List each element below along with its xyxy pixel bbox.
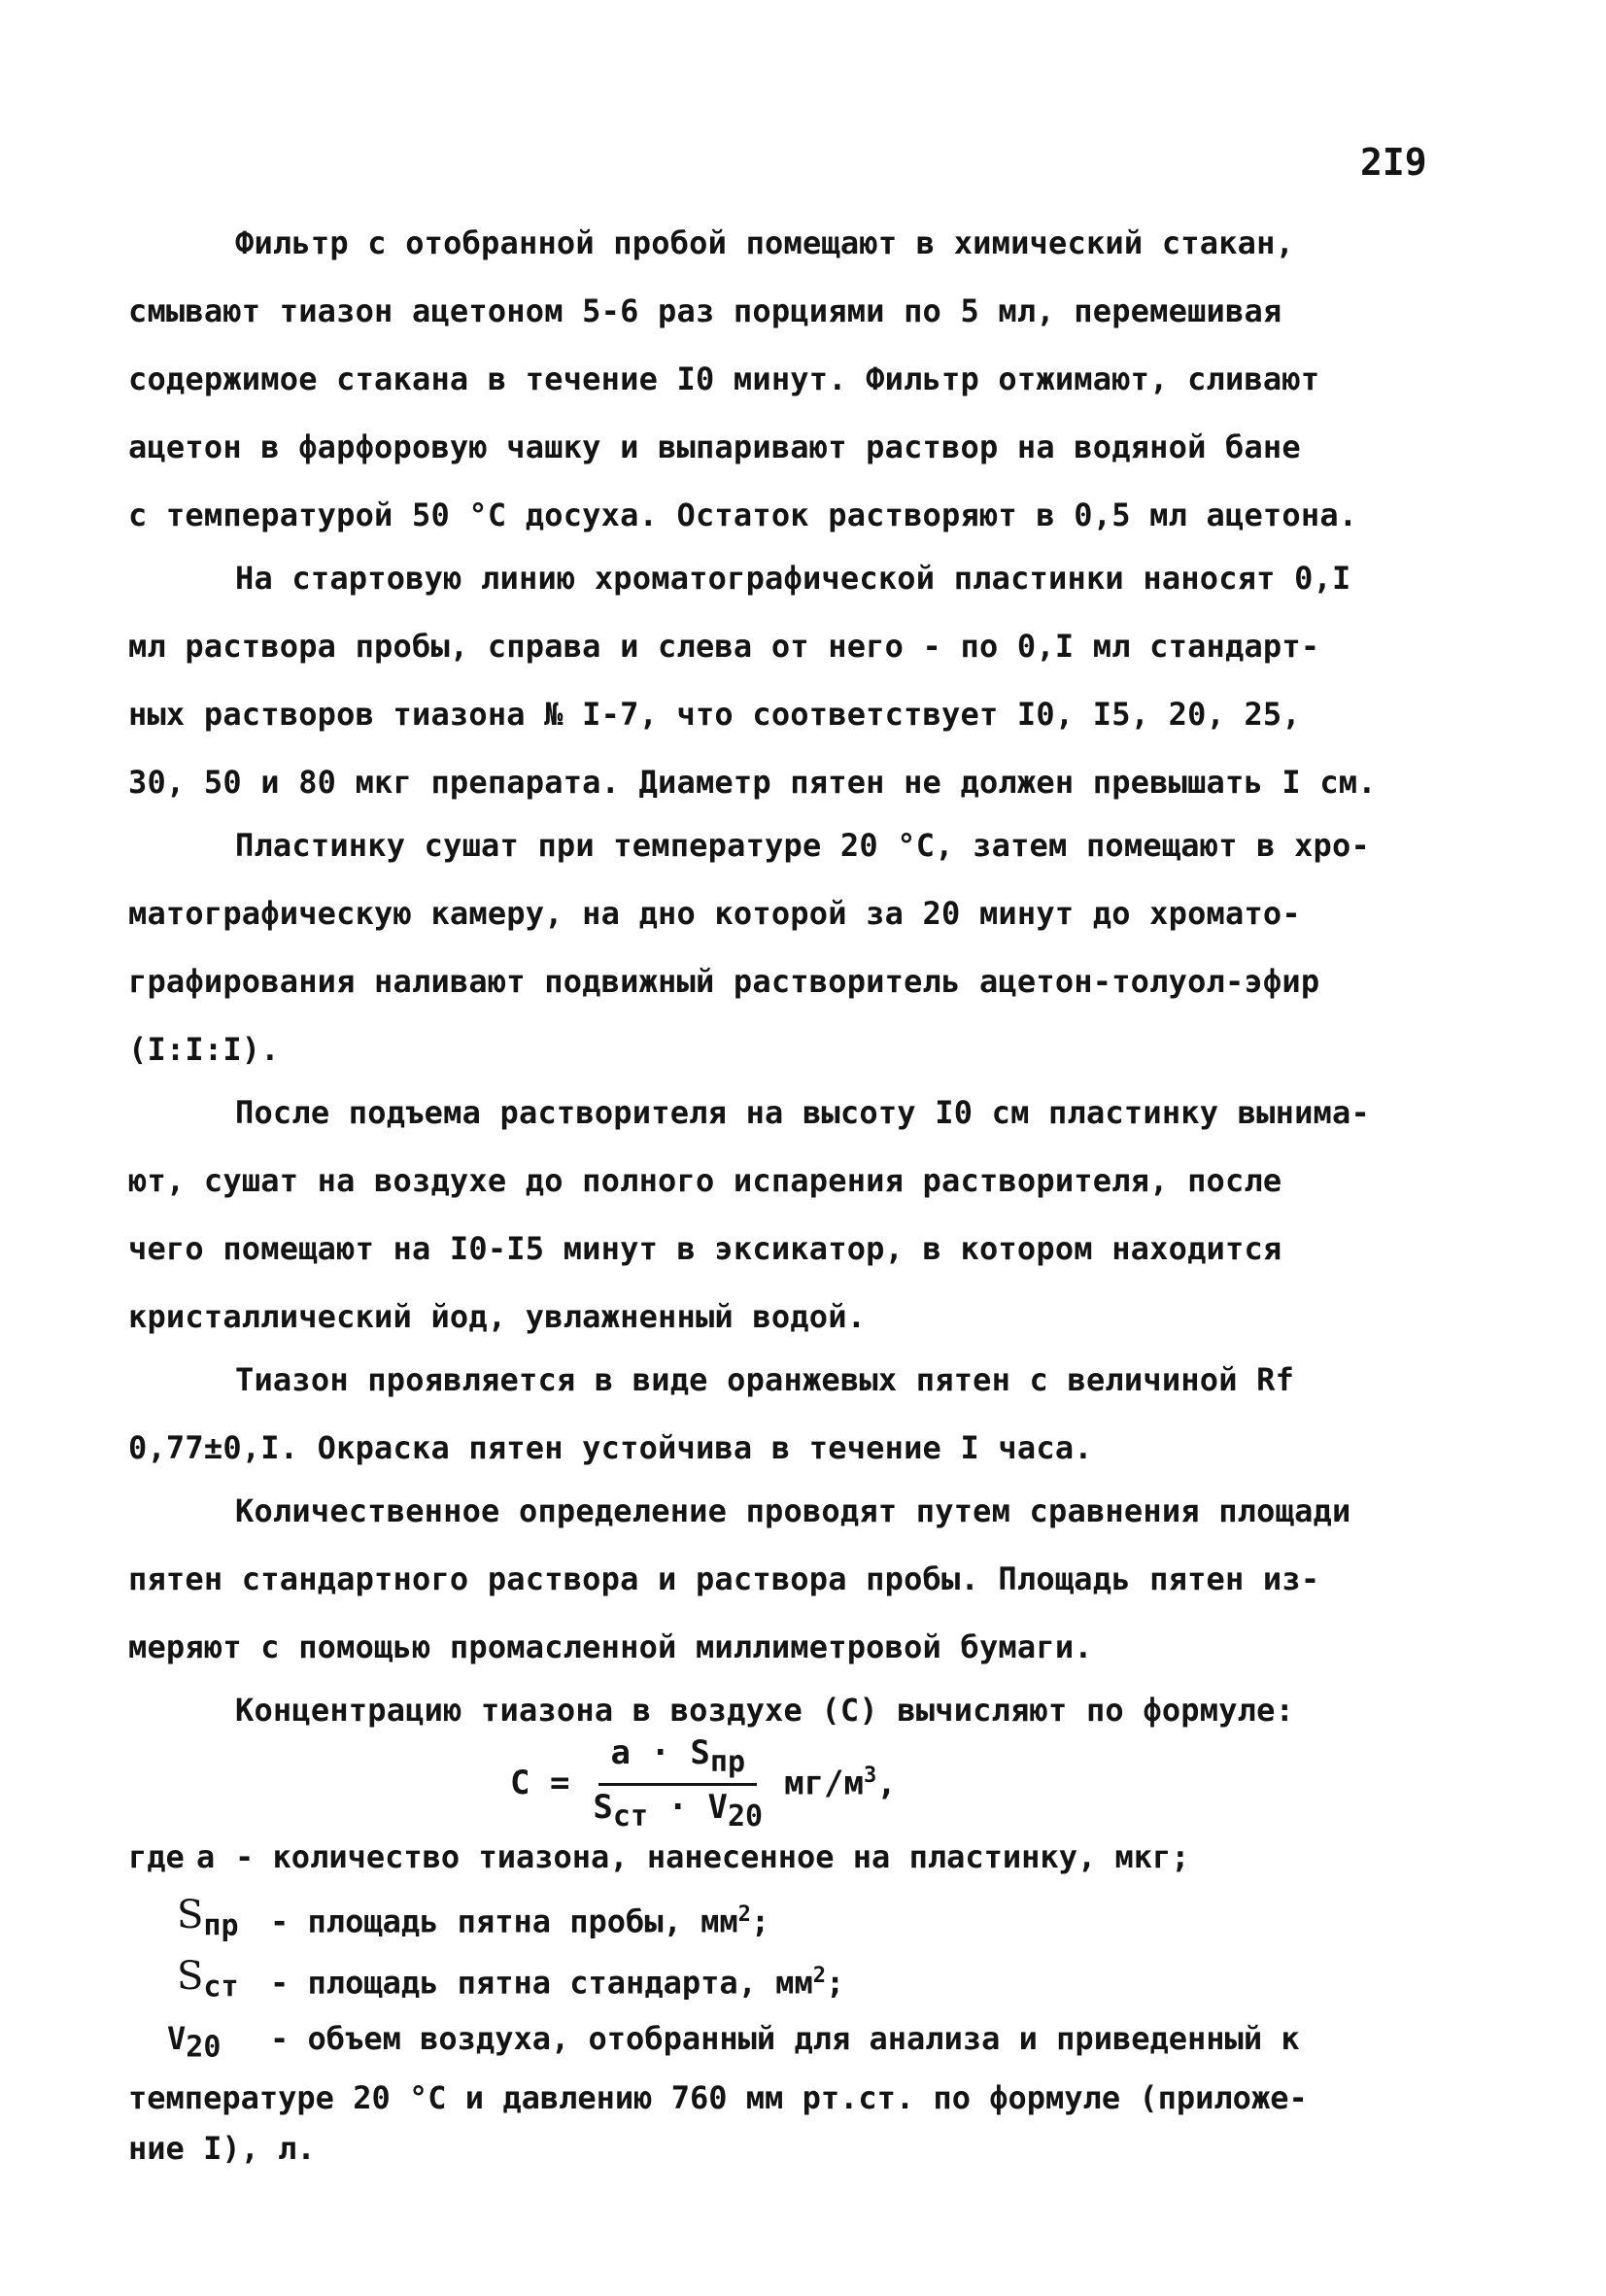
paragraph-development	[128, 1079, 1488, 1351]
def-symbol: $V_{20}$	[167, 2019, 222, 2065]
text-line: чего помещают на I0-I5 минут в эксикатор, в котором находится	[128, 1230, 1282, 1267]
text-line: Концентрацию тиазона в воздухе (С) вычисляют по формуле:	[235, 1692, 1295, 1729]
formula-dot: ·	[650, 1732, 670, 1772]
definition-v20	[128, 2013, 1488, 2073]
where-label: где	[128, 1838, 185, 1875]
text-line: 30, 50 и 80 мкг препарата. Диаметр пятен не должен превышать I см.	[128, 764, 1377, 801]
text-line: (I:I:I).	[128, 1031, 280, 1068]
definition-a	[128, 1832, 1488, 1882]
text-line: мл раствора пробы, справа и слева от него - по 0,I мл стандарт-	[128, 628, 1320, 665]
text-line: содержимое стакана в течение I0 минут. Фильтр отжимают, сливают	[128, 360, 1320, 397]
text-line: матографическую камеру, на дно которой за 20 минут до хромато-	[128, 895, 1301, 932]
text-line: Тиазон проявляется в виде оранжевых пятен с величиной Rf	[235, 1361, 1295, 1398]
paragraph-rf-value	[128, 1346, 1488, 1482]
paragraph-plate-application	[128, 544, 1488, 816]
variable-definitions	[128, 1832, 1488, 2174]
def-symbol: $S_{пр}$	[177, 1893, 239, 1943]
formula-s: S	[593, 1787, 613, 1827]
text-line: Пластинку сушат при температуре 20 °С, затем помещают в хро-	[235, 827, 1370, 864]
page-number: 2I9	[1360, 141, 1427, 184]
formula-s-sub: ст	[612, 1799, 649, 1833]
def-text: - площадь пятна стандарта, $мм^2$;	[270, 1964, 845, 2003]
formula-s-sub: пр	[709, 1744, 746, 1779]
definition-sst	[128, 1951, 1488, 2012]
def-symbol: а	[196, 1838, 216, 1875]
def-text: - площадь пятна пробы, $мм^2$;	[270, 1902, 770, 1940]
def-symbol: $S_{ст}$	[177, 1954, 239, 2005]
formula-s: S	[690, 1732, 710, 1772]
def-text: - количество тиазона, нанесенное на пластинку, мкг;	[235, 1838, 1190, 1875]
text-line: 0,77±0,I. Окраска пятен устойчива в течение I часа.	[128, 1429, 1093, 1466]
formula-lhs: С =	[510, 1764, 570, 1802]
formula-numerator	[598, 1733, 757, 1786]
concentration-formula	[510, 1730, 897, 1836]
text-line: пятен стандартного раствора и раствора пробы. Площадь пятен из-	[128, 1560, 1320, 1597]
formula-a: а	[610, 1732, 631, 1772]
paragraph-quantitative	[128, 1477, 1488, 1681]
text-line: После подъема растворителя на высоту I0 см пластинку вынима-	[235, 1094, 1370, 1131]
def-text-continuation: ние I), л.	[128, 2130, 316, 2168]
formula-v: V	[707, 1787, 728, 1827]
text-line: На стартовую линию хроматографической пластинки наносят 0,I	[235, 560, 1351, 597]
paragraph-filter-washing	[128, 209, 1488, 549]
formula-denominator	[593, 1786, 763, 1833]
text-line: Количественное определение проводят путем сравнения площади	[235, 1492, 1351, 1529]
text-line: кристаллический йод, увлажненный водой.	[128, 1298, 867, 1335]
text-line: ных растворов тиазона № I-7, что соответствует I0, I5, 20, 25,	[128, 696, 1301, 733]
formula-unit: $мг/м^3$,	[784, 1763, 897, 1803]
formula-fraction	[593, 1733, 763, 1833]
text-line: с температурой 50 °С досуха. Остаток растворяют в 0,5 мл ацетона.	[128, 497, 1358, 533]
definition-spr	[128, 1890, 1488, 1951]
text-line: ацетон в фарфоровую чашку и выпаривают раствор на водяной бане	[128, 428, 1301, 465]
text-line: смывают тиазон ацетоном 5-6 раз порциями по 5 мл, перемешивая	[128, 292, 1282, 329]
text-line: графирования наливают подвижный растворитель ацетон-толуол-эфир	[128, 963, 1320, 1000]
formula-v-sub: 20	[727, 1799, 764, 1833]
formula-dot: ·	[667, 1787, 688, 1827]
text-line: Фильтр с отобранной пробой помещают в химический стакан,	[235, 224, 1295, 261]
def-text: - объем воздуха, отобранный для анализа и приведенный к	[270, 2019, 1300, 2057]
paragraph-chromatography-chamber	[128, 811, 1488, 1083]
text-line: меряют с помощью промасленной миллиметровой бумаги.	[128, 1628, 1093, 1665]
text-line: ют, сушат на воздухе до полного испарения растворителя, после	[128, 1162, 1282, 1199]
def-text-continuation: температуре 20 °С и давлению 760 мм рт.ст. по формуле (приложе-	[128, 2079, 1308, 2117]
